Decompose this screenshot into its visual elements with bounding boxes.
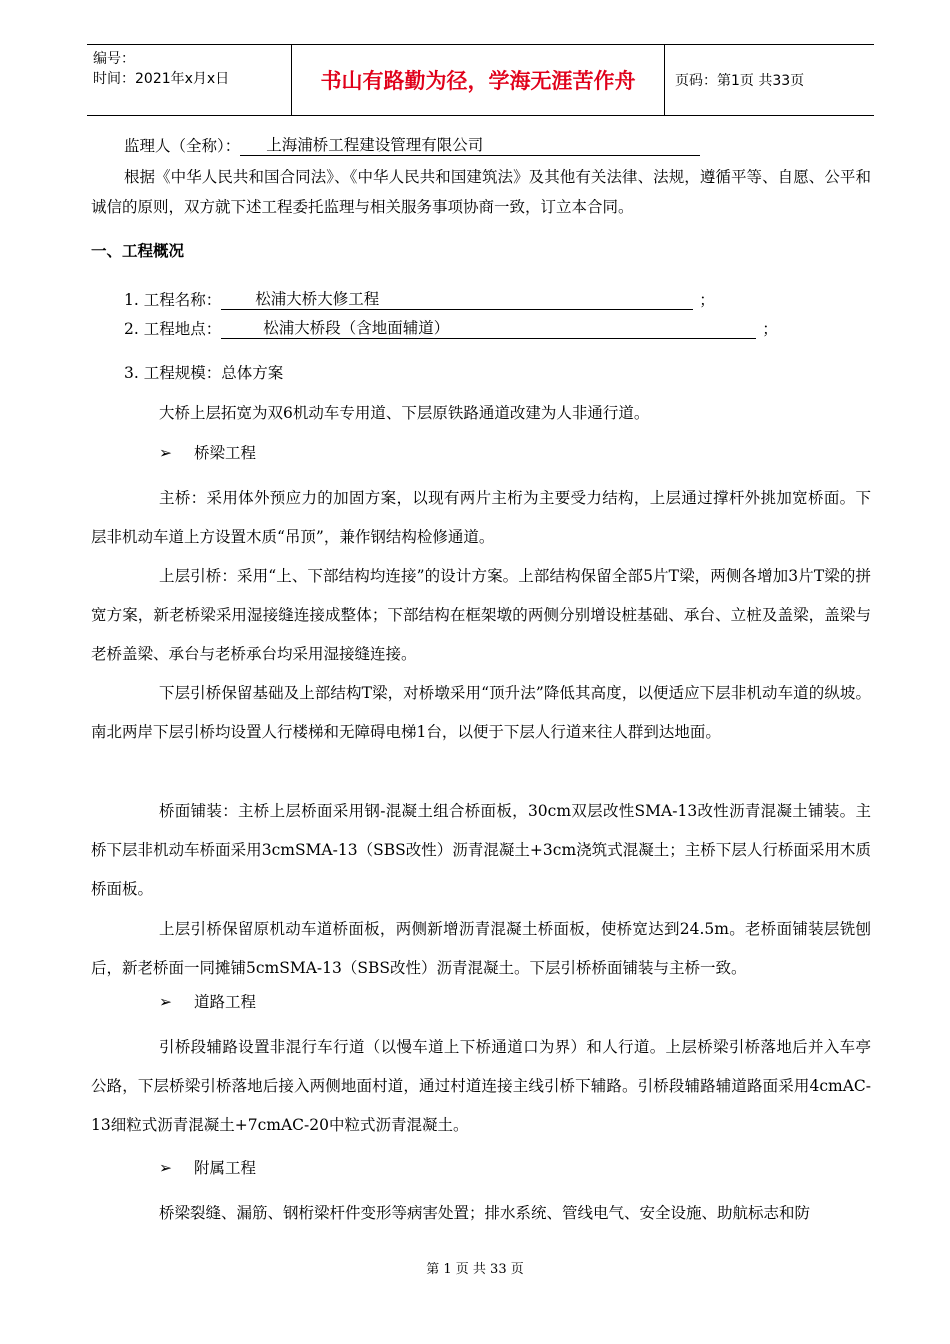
para-deck-paving-2: 上层引桥保留原机动车道桥面板，两侧新增沥青混凝土桥面板，使桥宽达到24.5m。老桥面铺装层铣刨后，新老桥面一同摊铺5cmSMA-13（SBS改性）沥青混凝土。下层引桥桥面铺装与主桥一致。 [91, 920, 871, 977]
scale-text: 大桥上层拓宽为双6机动车专用道、下层原铁路通道改建为人非通行道。 [159, 404, 650, 422]
header-meta [87, 45, 291, 115]
project-name-field [221, 291, 693, 310]
footer-page-number: 第 1 页 共 33 页 [426, 1262, 524, 1277]
para-deck-paving: 桥面铺装：主桥上层桥面采用钢-混凝土组合桥面板，30cm双层改性SMA-13改性沥青混凝土铺装。主桥下层非机动车桥面采用3cmSMA-13（SBS改性）沥青混凝土+3cm浇筑式混凝土；主桥下层人行桥面采用木质桥面板。 [91, 802, 871, 898]
supervisor-name: 上海浦桥工程建设管理有限公司 [266, 136, 484, 154]
page-footer [0, 1258, 950, 1277]
header-page-number: 页码：第1页 共33页 [675, 73, 805, 89]
project-location: 松浦大桥段（含地面辅道） [263, 319, 450, 337]
para-upper-approach: 上层引桥：采用“上、下部结构均连接”的设计方案。上部结构保留全部5片T梁，两侧各增加3片T梁的拼宽方案，新老桥梁采用湿接缝连接成整体；下部结构在框架墩的两侧分别增设桩基础、承台、立桩及盖梁，盖梁与老桥盖梁、承台与老桥承台均采用湿接缝连接。 [91, 567, 871, 663]
arrow-bullet-icon: ➢ [159, 993, 172, 1011]
project-name-line [124, 288, 715, 310]
para-road: 引桥段辅路设置非混行车行道（以慢车道上下桥通道口为界）和人行道。上层桥梁引桥落地后并入车亭公路，下层桥梁引桥落地后接入两侧地面村道，通过村道连接主线引桥下辅路。引桥段辅路辅道路面采用4cmAC-13细粒式沥青混凝土+7cmAC-20中粒式沥青混凝土。 [91, 1038, 871, 1134]
item2-label: 2. 工程地点： [124, 320, 222, 338]
bullet-bridge [159, 441, 256, 463]
bullet-aux-label: 附属工程 [194, 1159, 257, 1177]
bullet-bridge-label: 桥梁工程 [194, 444, 257, 462]
para-main-bridge: 主桥：采用体外预应力的加固方案，以现有两片主桁为主要受力结构，上层通过撑杆外挑加宽桥面。下层非机动车道上方设置木质“吊顶”，兼作钢结构检修通道。 [91, 489, 871, 546]
arrow-bullet-icon: ➢ [159, 444, 172, 462]
bullet-road [159, 990, 256, 1012]
page-header [87, 44, 874, 116]
project-location-field [221, 320, 756, 339]
project-name: 松浦大桥大修工程 [255, 290, 380, 308]
code-label: 编号： [93, 51, 135, 67]
supervisor-name-field [240, 137, 700, 156]
arrow-bullet-icon: ➢ [159, 1159, 172, 1177]
semicolon: ； [699, 291, 715, 309]
supervisor-line [124, 134, 700, 156]
item1-label: 1. 工程名称： [124, 291, 222, 309]
para-lower-approach: 下层引桥保留基础及上部结构T梁，对桥墩采用“顶升法”降低其高度，以便适应下层非机动车道的纵坡。南北两岸下层引桥均设置人行楼梯和无障碍电梯1台，以便于下层人行道来往人群到达地面。 [91, 684, 871, 741]
semicolon: ； [762, 320, 778, 338]
supervisor-label: 监理人（全称）： [124, 137, 241, 155]
header-motto: 书山有路勤为径，学海无涯苦作舟 [291, 45, 665, 115]
intro-paragraph: 根据《中华人民共和国合同法》、《中华人民共和国建筑法》及其他有关法律、法规，遵循平等、自愿、公平和诚信的原则，双方就下述工程委托监理与相关服务事项协商一致，订立本合同。 [91, 168, 871, 216]
section-title: 一、工程概况 [91, 242, 185, 260]
bullet-aux [159, 1156, 256, 1178]
project-location-line [124, 317, 778, 339]
project-scale-label: 3. 工程规模：总体方案 [124, 364, 284, 382]
bullet-road-label: 道路工程 [194, 993, 257, 1011]
time-label: 时间：2021年x月x日 [93, 71, 230, 87]
para-auxiliary: 桥梁裂缝、漏筋、钢桁梁杆件变形等病害处置；排水系统、管线电气、安全设施、助航标志和防 [159, 1204, 811, 1222]
